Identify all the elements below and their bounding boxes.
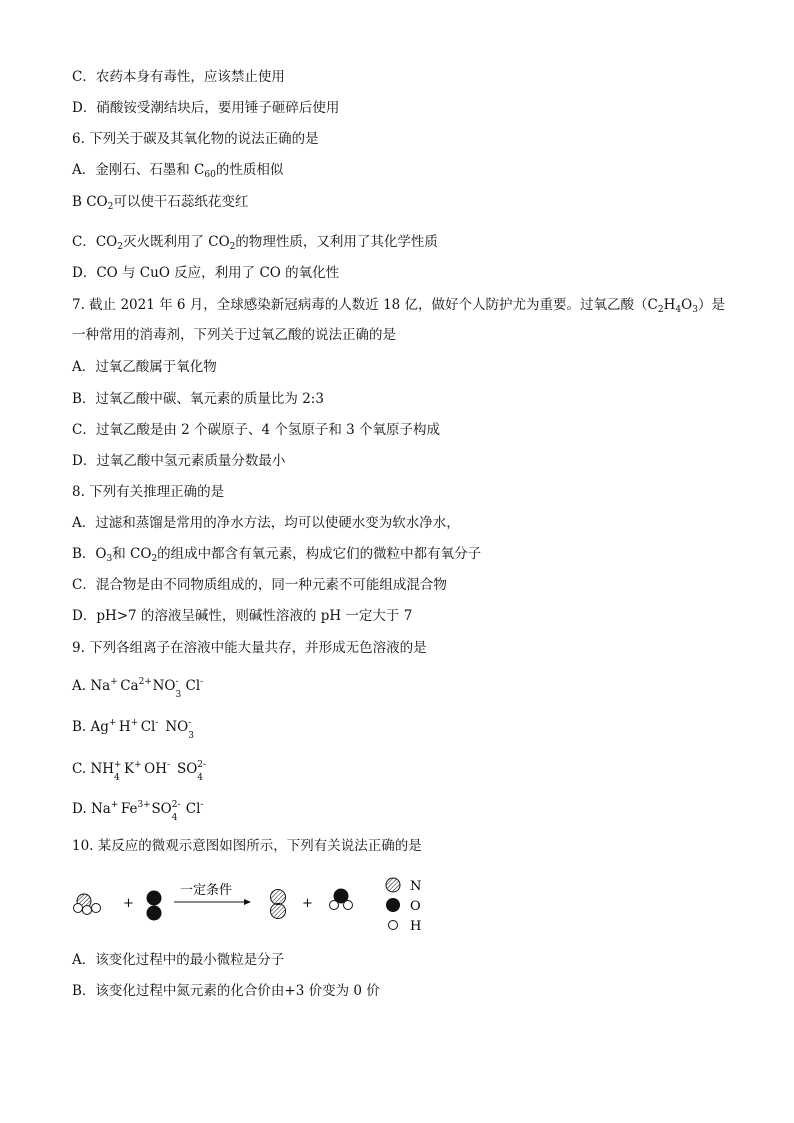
ion [176, 760, 207, 783]
option-label: D. [72, 801, 91, 817]
q10-option-a: A．该变化过程中的最小微粒是分子 [72, 952, 285, 968]
product-molecule-2 [330, 889, 353, 910]
q6-option-c [72, 233, 438, 256]
q6-option-b [72, 193, 248, 216]
text: 7. 截止 2021 年 6 月，全球感染新冠病毒的人数近 18 亿，做好个人防护尤为重要。过氧乙酸（C [72, 297, 658, 313]
subscript: 60 [204, 170, 216, 180]
text: ）是 [697, 297, 725, 313]
option-label: B. [72, 719, 91, 735]
ion-symbol: NH [90, 761, 115, 777]
q8-option-d: D．pH>7 的溶液呈碱性，则碱性溶液的 pH 一定大于 7 [72, 608, 413, 624]
ion [124, 760, 142, 778]
ion [151, 800, 181, 823]
question-7-line2: 一种常用的消毒剂，下列关于过氧乙酸的说法正确的是 [72, 327, 396, 343]
ion-charge: + [134, 760, 142, 770]
q9-option-d [72, 800, 210, 823]
reaction-diagram [68, 872, 448, 938]
subscript: 2 [657, 305, 664, 315]
q6-option-d: D．CO 与 CuO 反应，利用了 CO 的氧化性 [72, 265, 340, 281]
ion-charge: - [200, 677, 204, 687]
product-molecule-1 [271, 890, 286, 919]
ion-charge: + [108, 718, 117, 728]
ion [185, 677, 204, 695]
text: 的性质相似 [215, 162, 284, 178]
ion [90, 800, 119, 818]
q7-option-d: D．过氧乙酸中氢元素质量分数最小 [72, 453, 286, 469]
q9-option-a [72, 677, 210, 700]
ion-charge: - [166, 760, 171, 770]
q9-option-c [72, 760, 211, 783]
oxygen-atom [147, 891, 162, 906]
reactant-molecule-1 [74, 894, 101, 915]
ion-subscript: 3 [188, 731, 194, 741]
question-10: 10. 某反应的微观示意图如图所示，下列有关说法正确的是 [72, 838, 422, 854]
ion-symbol: K [124, 761, 135, 777]
reactant-molecule-2 [147, 891, 162, 921]
hydrogen-atom [92, 904, 101, 913]
ion-symbol: Na [90, 801, 111, 817]
ion-subscript: 3 [175, 690, 182, 700]
ion [90, 718, 117, 736]
option-d-ammonium-nitrate: D．硝酸铵受潮结块后，要用锤子砸碎后使用 [72, 100, 340, 116]
ion-charge: + [110, 800, 119, 810]
ion [90, 760, 122, 783]
ion-symbol: NO [165, 719, 189, 735]
text: 灭火既利用了 CO [122, 234, 230, 250]
text: H [663, 297, 676, 313]
ion-charge: 2- [171, 800, 181, 810]
text: A．金刚石、石墨和 C [72, 162, 205, 178]
ion [118, 718, 139, 736]
ion-subscript: 4 [171, 813, 178, 823]
subscript: 2 [151, 554, 158, 564]
q6-option-a [72, 161, 283, 184]
text: B CO [72, 194, 108, 210]
plus-sign: + [123, 896, 134, 911]
text: O [681, 297, 693, 313]
ion-subscript: 4 [114, 773, 120, 783]
subscript: 2 [117, 242, 123, 252]
ion-charge: + [130, 718, 139, 728]
ion-symbol: Cl [185, 678, 201, 694]
arrow-head-icon [244, 899, 251, 905]
ion-symbol: OH [144, 761, 167, 777]
legend-label-o: O [410, 899, 421, 914]
ion-symbol: Cl [185, 801, 201, 817]
q7-option-b: B．过氧乙酸中碳、氧元素的质量比为 2:3 [72, 391, 324, 407]
ion-symbol: Na [90, 678, 111, 694]
ion [152, 677, 182, 700]
ion-charge: - [155, 718, 159, 728]
subscript: 4 [675, 305, 682, 315]
ion [140, 718, 159, 736]
ion [165, 718, 194, 741]
ion-charge: 3+ [137, 800, 151, 810]
subscript: 3 [692, 305, 698, 315]
ion [120, 677, 152, 695]
subscript: 2 [229, 242, 236, 252]
nitrogen-atom [271, 904, 286, 919]
q8-option-c: C．混合物是由不同物质组成的，同一种元素不可能组成混合物 [72, 577, 447, 593]
q7-option-a: A．过氧乙酸属于氧化物 [72, 359, 217, 375]
question-8: 8. 下列有关推理正确的是 [72, 484, 225, 500]
q7-option-c: C．过氧乙酸是由 2 个碳原子、4 个氢原子和 3 个氧原子构成 [72, 422, 441, 438]
ion-charge: - [188, 718, 192, 728]
ion [120, 800, 151, 818]
question-9: 9. 下列各组离子在溶液中能大量共存，并形成无色溶液的是 [72, 640, 427, 656]
subscript: 2 [107, 202, 114, 212]
ion-subscript: 4 [197, 773, 204, 783]
atom-legend [386, 878, 421, 934]
text: 可以使干石蕊纸花变红 [113, 194, 249, 210]
hydrogen-atom [344, 901, 353, 910]
q10-option-b: B．该变化过程中氮元素的化合价由+3 价变为 0 价 [72, 983, 380, 999]
q8-option-b [72, 545, 481, 568]
ion-symbol: NO [152, 678, 176, 694]
subscript: 3 [106, 554, 113, 564]
legend-hydrogen-icon [389, 921, 398, 930]
ion-charge: + [110, 677, 118, 687]
nitrogen-atom [271, 890, 286, 905]
hydrogen-atom [83, 906, 92, 915]
reaction-condition: 一定条件 [180, 883, 233, 898]
q8-option-a: A．过滤和蒸馏是常用的净水方法，均可以使硬水变为软水净水， [72, 515, 460, 531]
plus-sign: + [302, 896, 313, 911]
q9-option-b [72, 718, 198, 741]
ion-charge: + [114, 760, 122, 770]
ion-charge: - [200, 800, 204, 810]
option-label: A. [72, 678, 91, 694]
ion [90, 677, 118, 695]
text: 和 CO [112, 546, 152, 562]
hydrogen-atom [74, 904, 83, 913]
text: 的物理性质，又利用了其化学性质 [235, 234, 438, 250]
hydrogen-atom [330, 901, 339, 910]
option-label: C. [72, 761, 91, 777]
ion-symbol: Fe [120, 801, 138, 817]
ion-charge: 2- [197, 760, 207, 770]
question-7-line1 [72, 296, 725, 319]
ion-symbol: Ag [90, 719, 109, 735]
oxygen-atom [147, 906, 162, 921]
text: 的组成中都含有氧元素，构成它们的微粒中都有氧分子 [157, 546, 482, 562]
legend-label-h: H [410, 919, 422, 934]
legend-label-n: N [410, 879, 422, 894]
legend-oxygen-icon [386, 898, 400, 912]
legend-nitrogen-icon [386, 878, 400, 892]
option-c-pesticide: C．农药本身有毒性，应该禁止使用 [72, 69, 285, 85]
ion-symbol: SO [176, 761, 198, 777]
ion-symbol: Cl [140, 719, 156, 735]
text: B．O [72, 546, 107, 562]
ion-charge: - [175, 677, 179, 687]
ion-symbol: Ca [120, 678, 139, 694]
ion-symbol: H [118, 719, 131, 735]
ion-symbol: SO [151, 801, 172, 817]
question-6: 6. 下列关于碳及其氧化物的说法正确的是 [72, 131, 319, 147]
text: C．CO [72, 234, 118, 250]
ion [185, 800, 204, 818]
ion-charge: 2+ [138, 677, 152, 687]
ion [144, 760, 171, 778]
